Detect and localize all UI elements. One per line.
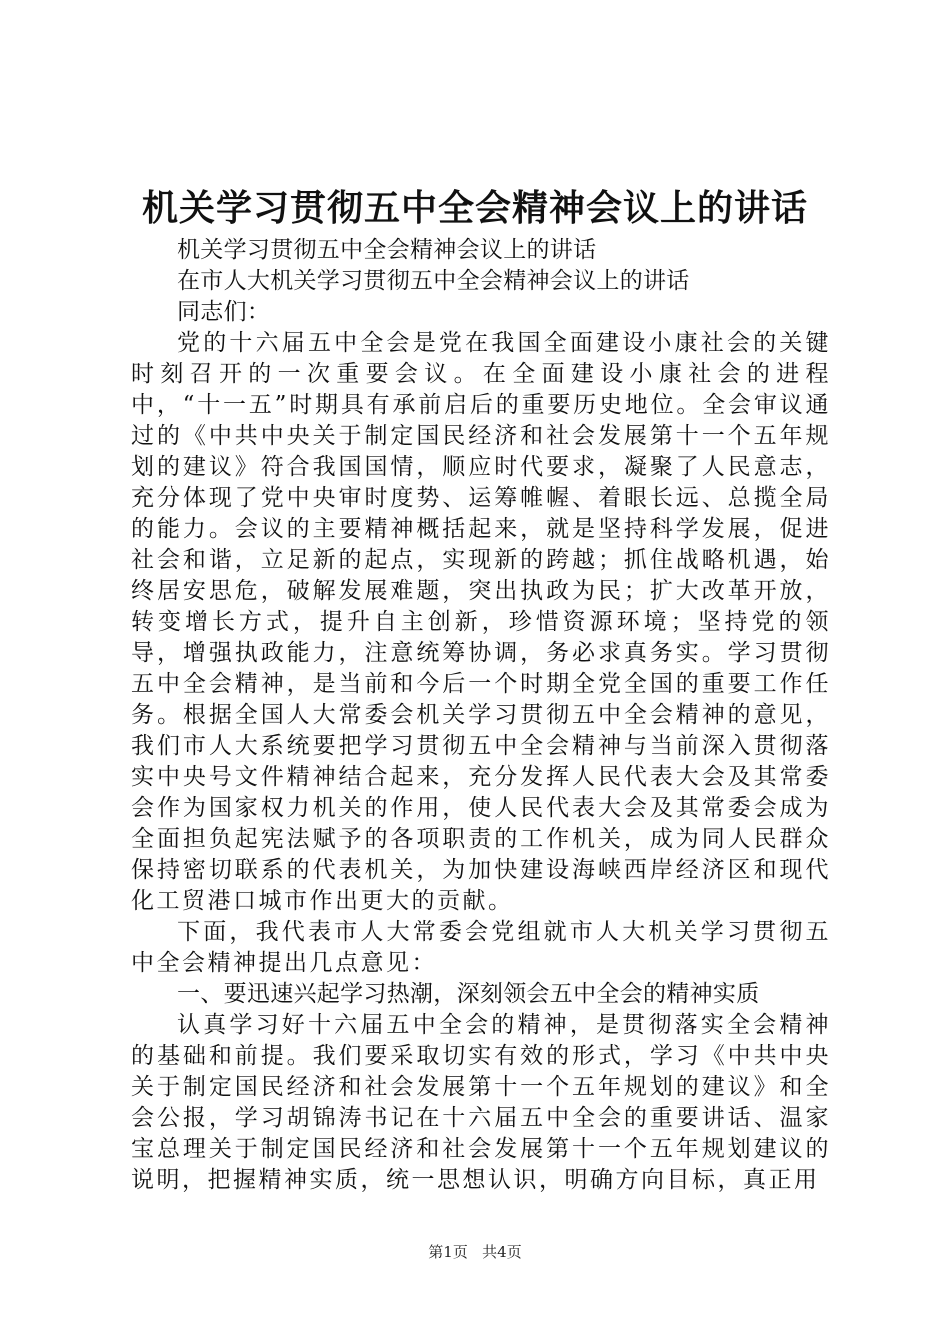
- section-heading-one: 一、要迅速兴起学习热潮，深刻领会五中全会的精神实质: [177, 981, 760, 1007]
- document-body: [131, 235, 831, 1196]
- page-total: 共4页: [482, 1243, 522, 1261]
- paragraph-intro-opinions: 下面，我代表市人大常委会党组就市人大机关学习贯彻五中全会精神提出几点意见：: [131, 919, 831, 976]
- paragraph-full-title: 在市人大机关学习贯彻五中全会精神会议上的讲话: [177, 268, 690, 294]
- page-footer: [0, 1242, 950, 1262]
- page-number: 第1页: [428, 1243, 468, 1261]
- paragraph-subtitle: 机关学习贯彻五中全会精神会议上的讲话: [177, 237, 597, 263]
- paragraph-main: 党的十六届五中全会是党在我国全面建设小康社会的关键时刻召开的一次重要会议。在全面建设小康社会的进程中，“十一五”时期具有承前启后的重要历史地位。全会审议通过的《中共中央关于制定国民经济和社会发展第十一个五年规划的建议》符合我国国情，顺应时代要求，凝聚了人民意志，充分体现了党中央审时度势、运筹帷幄、着眼长远、总揽全局的能力。会议的主要精神概括起来，就是坚持科学发展，促进社会和谐，立足新的起点，实现新的跨越；抓住战略机遇，始终居安思危，破解发展难题，突出执政为民；扩大改革开放，转变增长方式，提升自主创新，珍惜资源环境；坚持党的领导，增强执政能力，注意统筹协调，务必求真务实。学习贯彻五中全会精神，是当前和今后一个时期全党全国的重要工作任务。根据全国人大常委会机关学习贯彻五中全会精神的意见，我们市人大系统要把学习贯彻五中全会精神与当前深入贯彻落实中央号文件精神结合起来，充分发挥人民代表大会及其常委会作为国家权力机关的作用，使人民代表大会及其常委会成为全面担负起宪法赋予的各项职责的工作机关，成为同人民群众保持密切联系的代表机关，为加快建设海峡西岸经济区和现代化工贸港口城市作出更大的贡献。: [131, 330, 831, 914]
- paragraph-section-one: 认真学习好十六届五中全会的精神，是贯彻落实全会精神的基础和前提。我们要采取切实有效的形式，学习《中共中央关于制定国民经济和社会发展第十一个五年规划的建议》和全会公报，学习胡锦涛书记在十六届五中全会的重要讲话、温家宝总理关于制定国民经济和社会发展第十一个五年规划建议的说明，把握精神实质，统一思想认识，明确方向目标，真正用: [131, 1012, 831, 1193]
- paragraph-salutation: 同志们：: [177, 299, 271, 325]
- document-title: 机关学习贯彻五中全会精神会议上的讲话: [141, 187, 808, 229]
